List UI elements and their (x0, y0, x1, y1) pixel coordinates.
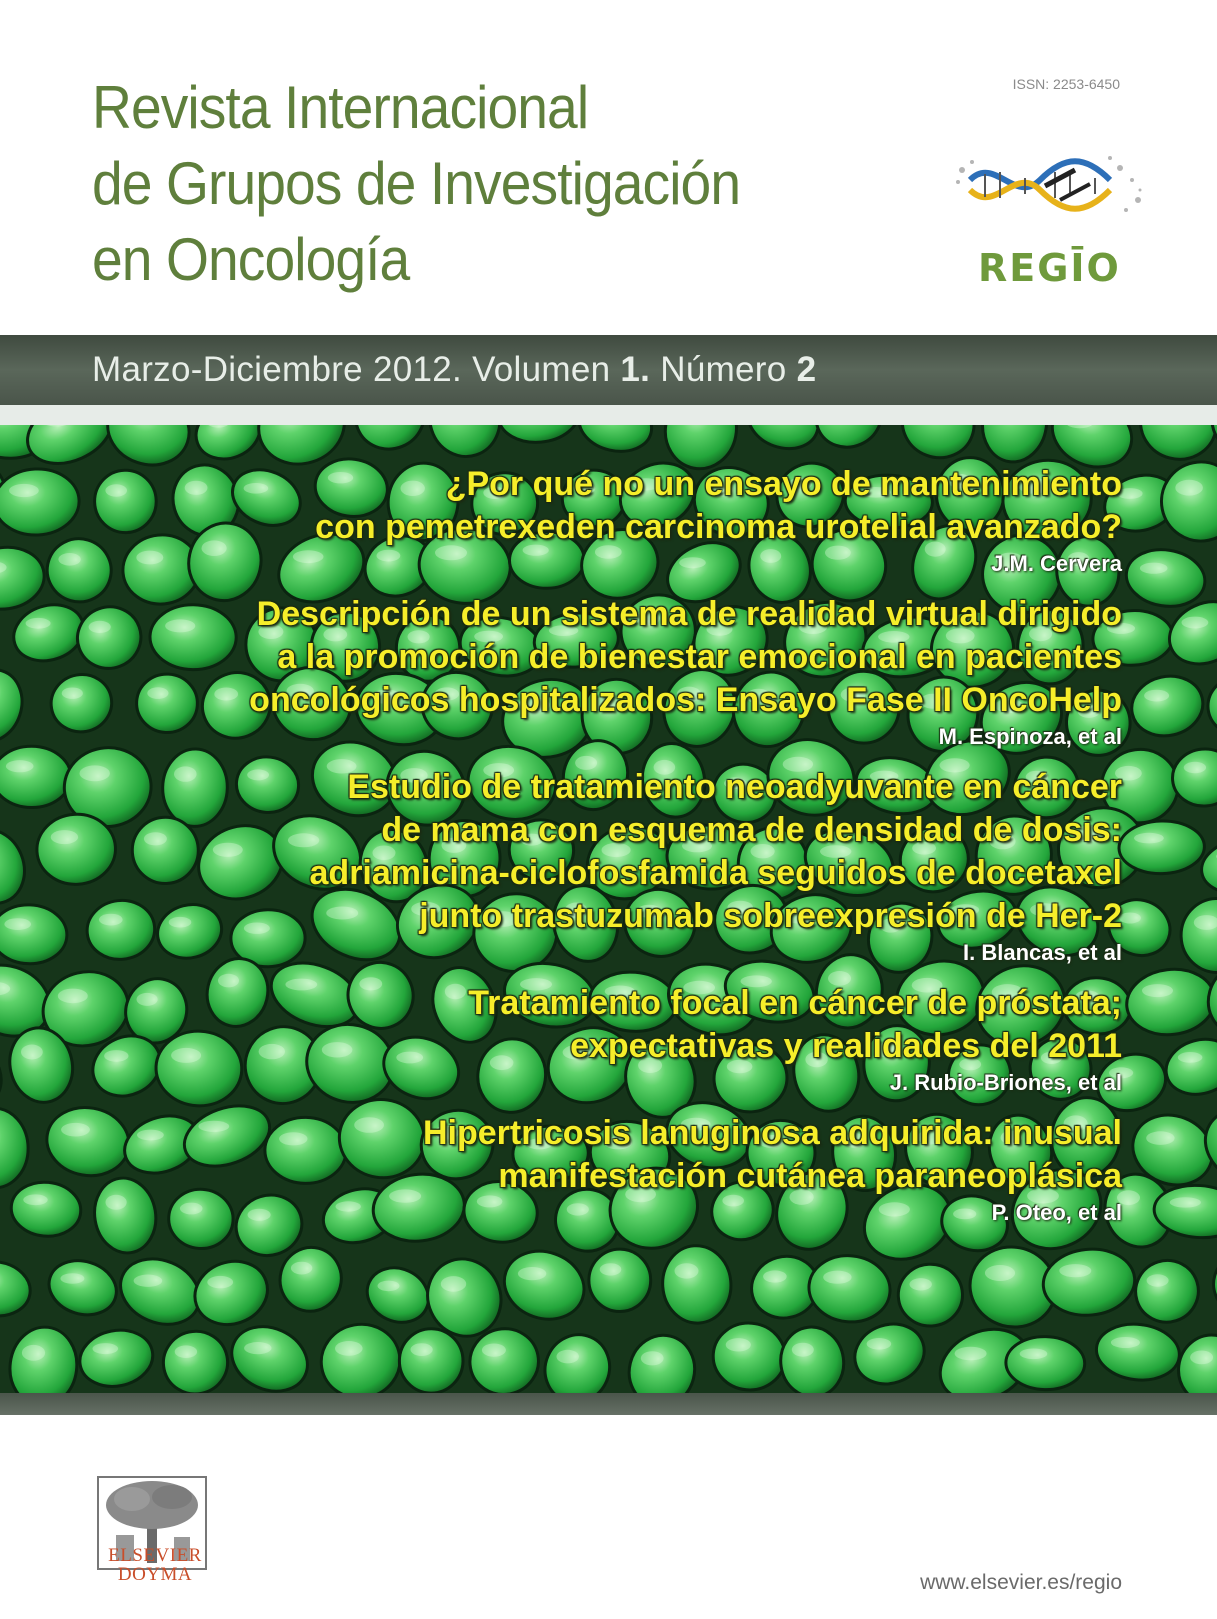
cell-highlight (641, 1351, 664, 1365)
volume-label: Volumen (472, 350, 611, 389)
cell-highlight (1170, 1197, 1201, 1207)
article-author: M. Espinoza, et al (938, 724, 1122, 749)
cell-highlight (22, 1345, 45, 1361)
article-title-line: a la promoción de bienestar emocional en pacientes (277, 638, 1122, 676)
cell-highlight (1111, 1337, 1140, 1348)
cell-highlight (955, 1347, 987, 1360)
cell-highlight (93, 1343, 119, 1354)
cell-highlight (1144, 690, 1169, 702)
cell-shape (399, 1328, 464, 1394)
cell-highlight (1140, 563, 1168, 574)
cell-shape (0, 746, 71, 808)
article-title-line: junto trastuzumab sobreexpresión de Her-2 (419, 897, 1122, 935)
cell-highlight (985, 1265, 1015, 1281)
cell-highlight (9, 484, 39, 497)
journal-title-line: de Grupos de Investigación (92, 150, 741, 217)
number-label: Número (660, 350, 787, 389)
divider (0, 405, 1217, 425)
cell-highlight (1146, 1131, 1174, 1145)
article-item[interactable] (72, 463, 1122, 579)
journal-title (92, 70, 740, 298)
cell-highlight (726, 1338, 751, 1351)
cell-highlight (441, 1276, 466, 1292)
issue-info (92, 350, 816, 390)
article-item[interactable] (72, 593, 1122, 752)
publisher-name-line: DOYMA (117, 1564, 193, 1585)
cell-highlight (867, 1338, 892, 1350)
article-title (72, 766, 1122, 938)
cell-highlight (175, 1345, 197, 1358)
cell-highlight (1020, 1349, 1048, 1360)
cell-highlight (378, 1281, 400, 1292)
cell-highlight (1178, 1052, 1203, 1063)
article-title (72, 982, 1122, 1068)
cell-highlight (291, 1262, 312, 1275)
cell-highlight (792, 1343, 814, 1357)
cell-highlight (1134, 833, 1164, 844)
cell-highlight (518, 1267, 546, 1280)
article-author: P. Oteo, et al (991, 1200, 1122, 1225)
article-title-line: manifestación cutánea paraneoplásica (498, 1157, 1122, 1195)
cell-highlight (1142, 984, 1173, 997)
cell-highlight (1190, 1351, 1213, 1365)
article-item[interactable] (72, 766, 1122, 968)
cell-highlight (763, 1270, 787, 1282)
cell-shape (1118, 820, 1205, 875)
cell-highlight (1184, 762, 1206, 773)
article-title-line: Tratamiento focal en cáncer de próstata; (468, 984, 1122, 1022)
issue-period: Marzo-Diciembre 2012. (92, 350, 463, 389)
cell-highlight (23, 1194, 47, 1205)
publisher-name (100, 1546, 210, 1584)
article-item[interactable] (72, 982, 1122, 1098)
article-title-line: con pemetrexeden carcinoma urotelial avanzado? (315, 508, 1122, 546)
cell-highlight (1175, 480, 1203, 496)
article-title-line: Hipertricosis lanuginosa adquirida: inusual (422, 1114, 1122, 1152)
issue-number: 2 (796, 350, 817, 389)
cell-highlight (557, 1350, 579, 1364)
issn-label: ISSN: 2253-6450 (1012, 76, 1120, 92)
cell-highlight (482, 1344, 506, 1357)
cell-shape (589, 1249, 651, 1312)
cell-highlight (823, 1271, 851, 1284)
article-title-line: oncológicos hospitalizados: Ensayo Fase II OncoHelp (249, 681, 1122, 719)
cell-highlight (910, 1278, 932, 1290)
article-title (72, 593, 1122, 722)
article-author: I. Blancas, et al (963, 940, 1122, 965)
bottom-divider (0, 1393, 1217, 1415)
cell-highlight (1147, 1274, 1169, 1286)
cell-highlight (244, 1342, 271, 1354)
article-author: J.M. Cervera (991, 551, 1122, 576)
cell-highlight (207, 1276, 233, 1288)
cell-highlight (675, 1263, 699, 1278)
cell-highlight (26, 618, 51, 629)
article-author: J. Rubio-Briones, et al (889, 1070, 1122, 1095)
regio-logo-text: REGĪO (978, 246, 1121, 290)
article-title (72, 1112, 1122, 1198)
article-title-line: Estudio de tratamiento neoadyuvante en cáncer (347, 768, 1122, 806)
publisher-url[interactable]: www.elsevier.es/regio (920, 1571, 1122, 1594)
cell-highlight (134, 1275, 163, 1287)
cell-shape (897, 1263, 964, 1328)
cell-highlight (4, 918, 31, 930)
article-title-line: Descripción de un sistema de realidad virtual dirigido (256, 595, 1122, 633)
cell-highlight (1119, 913, 1141, 924)
cell-highlight (335, 1341, 363, 1356)
cell-highlight (1059, 1264, 1091, 1277)
article-title-line: ¿Por qué no un ensayo de mantenimiento (445, 465, 1122, 503)
cell-highlight (600, 1263, 622, 1275)
volume-number: 1. (620, 350, 651, 389)
article-title-line: adriamicina-ciclofosfamida seguidos de docetaxel (309, 854, 1122, 892)
article-title-line: expectativas y realidades del 2011 (570, 1027, 1122, 1065)
article-list (72, 463, 1122, 1242)
cell-highlight (411, 1343, 433, 1356)
article-title (72, 463, 1122, 549)
cell-highlight (6, 760, 34, 772)
article-item[interactable] (72, 1112, 1122, 1228)
cell-highlight (60, 1273, 84, 1284)
cell-highlight (1182, 617, 1209, 629)
journal-title-line: Revista Internacional (92, 74, 589, 141)
cell-highlight (21, 1045, 43, 1060)
article-title-line: de mama con esquema de densidad de dosis: (381, 811, 1122, 849)
cell-shape (1005, 1336, 1085, 1391)
publisher-name-line: ELSEVIER (108, 1545, 202, 1566)
journal-title-line: en Oncología (92, 226, 410, 293)
